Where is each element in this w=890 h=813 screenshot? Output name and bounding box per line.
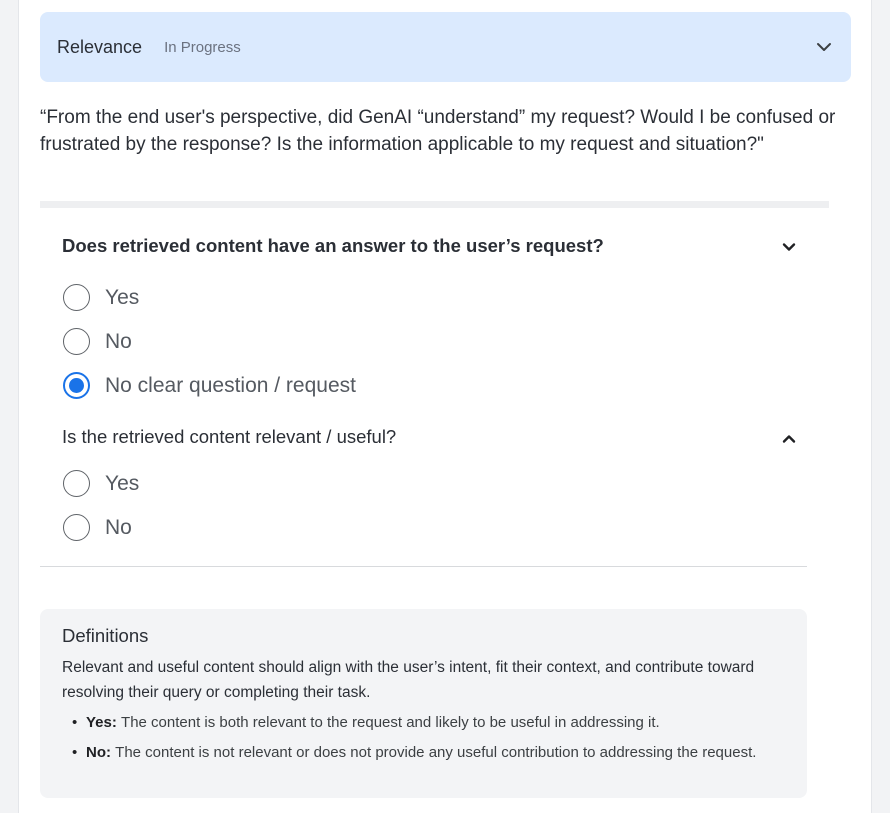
q1-option-yes[interactable]	[63, 284, 139, 311]
q1-option-no-clear-request[interactable]	[63, 372, 356, 399]
option-label: Yes	[105, 285, 140, 309]
question-2-text: Is the retrieved content relevant / useful?	[62, 426, 397, 447]
definitions-title: Definitions	[62, 625, 149, 646]
definitions-list	[72, 710, 792, 770]
q1-option-no[interactable]	[63, 328, 132, 355]
bullet-icon: •	[72, 744, 78, 761]
option-label: Yes	[105, 471, 140, 495]
relevance-section-header[interactable]	[40, 12, 851, 82]
definitions-body: Relevant and useful content should align with the user’s intent, fit their context, and contribute toward resolving their query or completing their task.	[62, 659, 755, 701]
radio-button[interactable]	[63, 328, 90, 355]
chevron-down-icon[interactable]	[815, 39, 833, 55]
definition-text: The content is both relevant to the request and likely to be useful in addressing it.	[121, 714, 660, 731]
question-1-text: Does retrieved content have an answer to the user’s request?	[62, 235, 604, 256]
option-label: No	[105, 329, 132, 353]
chevron-down-icon[interactable]	[782, 242, 796, 252]
evaluation-panel	[18, 0, 872, 813]
radio-button[interactable]	[63, 514, 90, 541]
relevance-guiding-quote: “From the end user's perspective, did GenAI “understand” my request? Would I be confused or frustrated by the response? Is the information applicable to my request and situation?"	[40, 107, 836, 155]
q2-option-no[interactable]	[63, 514, 132, 541]
section-status: In Progress	[164, 38, 241, 56]
definition-term: Yes:	[86, 714, 122, 731]
definition-item	[72, 740, 792, 765]
chevron-up-icon[interactable]	[782, 434, 796, 444]
section-title: Relevance	[57, 36, 143, 57]
divider	[40, 566, 807, 567]
radio-dot	[69, 378, 84, 393]
definition-item	[72, 710, 792, 735]
bullet-icon: •	[72, 714, 78, 731]
option-label: No clear question / request	[105, 373, 356, 397]
definition-text: The content is not relevant or does not provide any useful contribution to addressing the request.	[115, 744, 757, 761]
definition-term: No:	[86, 744, 116, 761]
q2-option-yes[interactable]	[63, 470, 139, 497]
radio-button[interactable]	[63, 470, 90, 497]
definitions-box	[40, 609, 807, 798]
option-label: No	[105, 515, 132, 539]
radio-button[interactable]	[63, 284, 90, 311]
section-divider	[40, 201, 829, 208]
radio-button-selected[interactable]	[63, 372, 90, 399]
